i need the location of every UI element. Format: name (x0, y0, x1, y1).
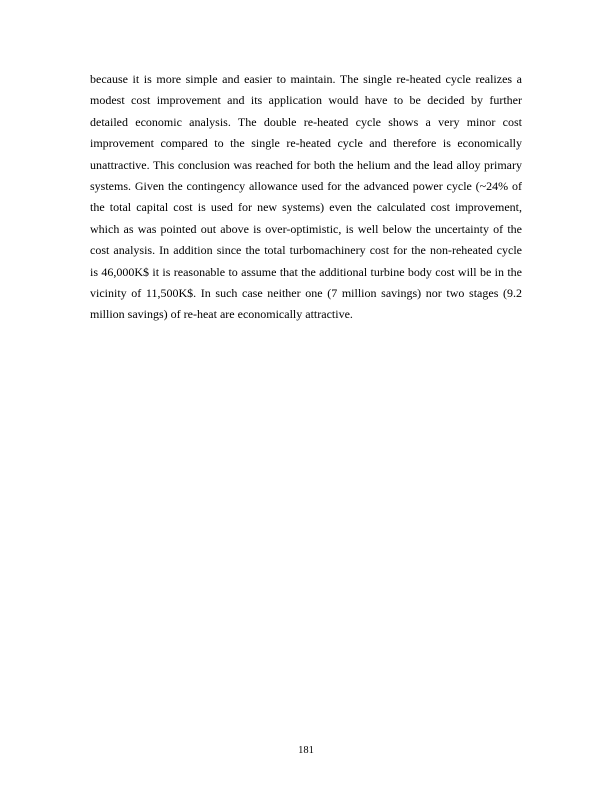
text-line: million savings) of re-heat are economically attractive. (90, 307, 353, 322)
text-line: detailed economic analysis. The double re-heated cycle shows a very minor cost (90, 114, 522, 129)
text-line: systems. Given the contingency allowance used for the advanced power cycle (~24% of (90, 178, 522, 193)
text-line: which as was pointed out above is over-optimistic, is well below the uncertainty of the (90, 221, 522, 236)
text-line: unattractive. This conclusion was reached for both the helium and the lead alloy primary (90, 157, 522, 172)
text-line: is 46,000K$ it is reasonable to assume that the additional turbine body cost will be in the (90, 264, 522, 279)
page-number: 181 (298, 745, 314, 756)
text-line: improvement compared to the single re-heated cycle and therefore is economically (90, 136, 522, 151)
text-line: modest cost improvement and its application would have to be decided by further (90, 93, 522, 108)
text-line: cost analysis. In addition since the total turbomachinery cost for the non-reheated cycle (90, 243, 522, 258)
text-line: vicinity of 11,500K$. In such case neither one (7 million savings) nor two stages (9.2 (90, 285, 522, 300)
text-line: the total capital cost is used for new systems) even the calculated cost improvement, (90, 200, 522, 215)
body-paragraph (90, 69, 522, 326)
text-line: because it is more simple and easier to maintain. The single re-heated cycle realizes a (90, 72, 522, 86)
